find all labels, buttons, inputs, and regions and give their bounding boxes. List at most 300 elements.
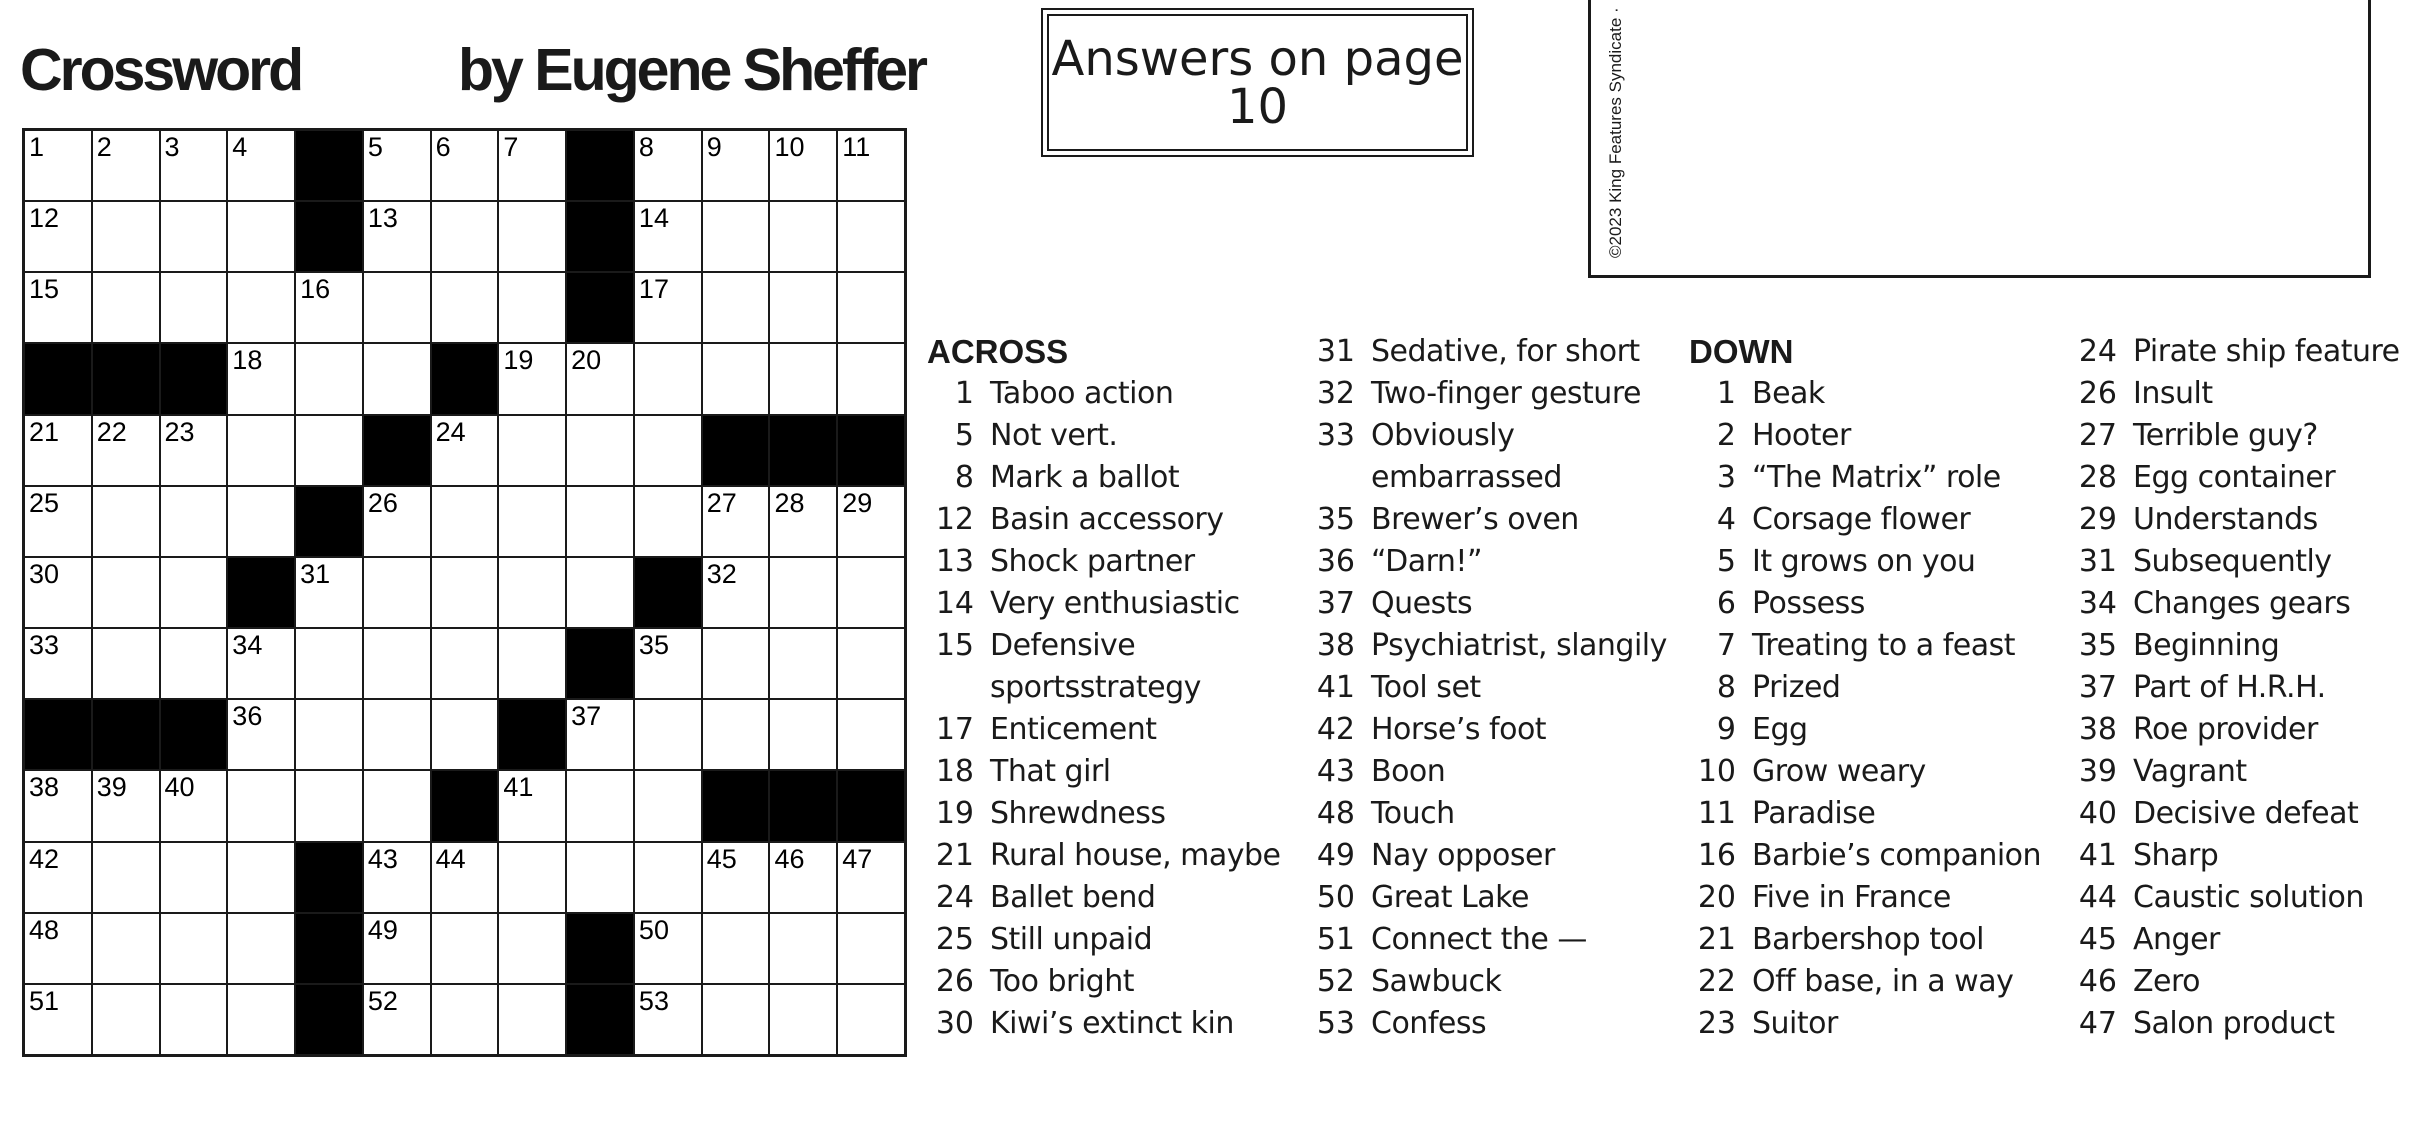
across-column-2	[1308, 331, 1688, 1045]
clue-number: 8	[1716, 670, 1736, 705]
grid-cell[interactable]	[432, 273, 498, 342]
grid-cell[interactable]	[499, 487, 565, 556]
grid-cell[interactable]	[432, 202, 498, 271]
clue-number: 31	[2078, 544, 2117, 579]
across-clue	[1308, 541, 1688, 583]
grid-cell[interactable]	[567, 843, 633, 912]
grid-cell[interactable]	[838, 487, 904, 556]
grid-cell[interactable]	[770, 202, 836, 271]
across-clue	[1308, 625, 1688, 667]
grid-cell[interactable]	[703, 985, 769, 1054]
grid-cell[interactable]	[635, 273, 701, 342]
grid-cell[interactable]	[703, 344, 769, 413]
grid-cell[interactable]	[432, 700, 498, 769]
clue-text: Possess	[1752, 586, 1865, 621]
down-clue	[2070, 541, 2429, 583]
down-clue	[1689, 961, 2069, 1003]
grid-cell[interactable]	[635, 344, 701, 413]
clue-text: Psychiatrist, slangily	[1371, 628, 1667, 663]
down-clue	[1689, 373, 2069, 415]
grid-cell[interactable]	[499, 416, 565, 485]
clue-number: 30	[935, 1006, 974, 1041]
grid-cell[interactable]	[364, 771, 430, 840]
grid-cell[interactable]	[25, 202, 91, 271]
down-clue	[1689, 877, 2069, 919]
grid-cell[interactable]	[838, 985, 904, 1054]
grid-cell[interactable]	[770, 629, 836, 698]
clue-number: 31	[1316, 334, 1355, 369]
clue-number: 15	[935, 628, 974, 663]
grid-cell[interactable]	[93, 629, 159, 698]
clue-text: Changes gears	[2133, 586, 2351, 621]
down-clue	[1689, 919, 2069, 961]
down-clue	[1689, 457, 2069, 499]
puzzle-byline: by Eugene Sheffer	[458, 37, 926, 103]
grid-cell[interactable]	[228, 985, 294, 1054]
grid-cell[interactable]	[25, 558, 91, 627]
grid-cell[interactable]	[228, 416, 294, 485]
grid-cell[interactable]	[93, 843, 159, 912]
down-clue	[1689, 793, 2069, 835]
grid-cell[interactable]	[93, 985, 159, 1054]
grid-cell[interactable]	[364, 344, 430, 413]
grid-cell-number: 1	[29, 132, 45, 162]
grid-cell[interactable]	[838, 914, 904, 983]
grid-cell[interactable]	[567, 558, 633, 627]
clue-number: 16	[1697, 838, 1736, 873]
grid-cell-number: 40	[164, 772, 195, 803]
grid-cell[interactable]	[635, 843, 701, 912]
grid-cell[interactable]	[161, 985, 227, 1054]
grid-cell[interactable]	[93, 558, 159, 627]
crossword-grid	[22, 128, 907, 1057]
grid-cell[interactable]	[25, 487, 91, 556]
grid-cell[interactable]	[770, 914, 836, 983]
grid-cell[interactable]	[161, 131, 227, 200]
grid-cell[interactable]	[838, 344, 904, 413]
clue-text: Defensive	[990, 628, 1136, 663]
down-clue	[1689, 415, 2069, 457]
clue-number: 14	[935, 586, 974, 621]
clue-number: 44	[2078, 880, 2117, 915]
clue-text: Understands	[2133, 502, 2318, 537]
grid-cell-number: 23	[164, 416, 195, 447]
grid-cell-number: 7	[503, 132, 519, 162]
grid-cell[interactable]	[228, 629, 294, 698]
grid-cell-number: 21	[29, 416, 60, 447]
grid-cell[interactable]	[296, 700, 362, 769]
across-heading: ACROSS	[927, 333, 1069, 370]
grid-cell[interactable]	[296, 629, 362, 698]
clue-text: That girl	[990, 754, 1111, 789]
across-clue	[927, 625, 1307, 667]
grid-cell[interactable]	[567, 487, 633, 556]
clue-text: “Darn!”	[1371, 544, 1482, 579]
grid-cell[interactable]	[25, 131, 91, 200]
clue-text: Beak	[1752, 376, 1825, 411]
across-clue	[1308, 877, 1688, 919]
clue-text: Paradise	[1752, 796, 1876, 831]
clue-number: 29	[2078, 502, 2117, 537]
grid-cell-black	[296, 202, 362, 271]
grid-cell[interactable]	[432, 914, 498, 983]
clue-text: Obviously	[1371, 418, 1515, 453]
across-clue	[1308, 667, 1688, 709]
across-clue	[927, 373, 1307, 415]
grid-cell[interactable]	[296, 416, 362, 485]
grid-cell[interactable]	[93, 416, 159, 485]
clue-number	[927, 667, 974, 709]
grid-cell[interactable]	[635, 629, 701, 698]
clue-text: Decisive defeat	[2133, 796, 2359, 831]
down-clue	[2070, 919, 2429, 961]
grid-cell-black	[296, 487, 362, 556]
across-clue	[1308, 373, 1688, 415]
grid-cell[interactable]	[838, 131, 904, 200]
grid-cell[interactable]	[93, 273, 159, 342]
grid-cell-number: 5	[367, 132, 383, 162]
clue-number: 25	[935, 922, 974, 957]
grid-cell[interactable]	[25, 771, 91, 840]
clue-number: 20	[1697, 880, 1736, 915]
grid-cell[interactable]	[703, 202, 769, 271]
grid-cell-black	[838, 416, 904, 485]
grid-cell[interactable]	[770, 843, 836, 912]
down-heading: DOWN	[1689, 333, 1794, 370]
grid-cell[interactable]	[432, 487, 498, 556]
grid-cell[interactable]	[161, 416, 227, 485]
clue-number: 26	[2078, 376, 2117, 411]
clue-number: 49	[1316, 838, 1355, 873]
clue-number: 48	[1316, 796, 1355, 831]
clue-number: 24	[935, 880, 974, 915]
grid-cell[interactable]	[770, 558, 836, 627]
grid-cell[interactable]	[499, 771, 565, 840]
clue-text: Quests	[1371, 586, 1473, 621]
clue-number: 28	[2078, 460, 2117, 495]
grid-cell[interactable]	[635, 416, 701, 485]
clue-number: 46	[2078, 964, 2117, 999]
grid-cell-number: 50	[638, 914, 669, 945]
down-clue	[1689, 499, 2069, 541]
grid-cell-number: 6	[435, 132, 451, 162]
grid-cell[interactable]	[161, 202, 227, 271]
grid-cell[interactable]	[25, 273, 91, 342]
grid-cell[interactable]	[838, 202, 904, 271]
grid-cell[interactable]	[161, 487, 227, 556]
grid-cell-number: 27	[706, 487, 737, 518]
across-clue	[1308, 709, 1688, 751]
clue-number: 32	[1316, 376, 1355, 411]
down-clue	[2070, 1003, 2429, 1045]
grid-cell[interactable]	[770, 131, 836, 200]
grid-cell[interactable]	[161, 558, 227, 627]
clue-text: Shock partner	[990, 544, 1195, 579]
grid-cell[interactable]	[703, 629, 769, 698]
grid-cell[interactable]	[770, 985, 836, 1054]
grid-cell-number: 25	[29, 487, 60, 518]
grid-cell[interactable]	[499, 273, 565, 342]
grid-cell[interactable]	[499, 985, 565, 1054]
clue-number: 40	[2078, 796, 2117, 831]
grid-cell-black	[567, 131, 633, 200]
across-clue	[927, 961, 1307, 1003]
grid-cell[interactable]	[364, 558, 430, 627]
clue-text: It grows on you	[1752, 544, 1976, 579]
clue-number: 17	[935, 712, 974, 747]
grid-cell[interactable]	[364, 202, 430, 271]
clue-number: 34	[2078, 586, 2117, 621]
grid-cell[interactable]	[838, 843, 904, 912]
clue-number: 5	[954, 418, 974, 453]
clue-text: Tool set	[1371, 670, 1481, 705]
grid-cell-number: 46	[774, 843, 805, 874]
grid-cell[interactable]	[432, 985, 498, 1054]
grid-cell-black	[567, 273, 633, 342]
grid-cell[interactable]	[228, 843, 294, 912]
grid-cell[interactable]	[635, 700, 701, 769]
clue-number: 38	[2078, 712, 2117, 747]
grid-cell[interactable]	[364, 985, 430, 1054]
across-clue	[1308, 793, 1688, 835]
clue-number: 1	[954, 376, 974, 411]
clue-text: Sharp	[2133, 838, 2219, 873]
grid-cell-black	[499, 700, 565, 769]
down-clue	[2070, 751, 2429, 793]
clue-number: 6	[1716, 586, 1736, 621]
grid-cell[interactable]	[228, 700, 294, 769]
grid-cell[interactable]	[364, 700, 430, 769]
clue-number: 39	[2078, 754, 2117, 789]
grid-cell-black	[770, 771, 836, 840]
grid-cell[interactable]	[296, 273, 362, 342]
grid-cell[interactable]	[838, 700, 904, 769]
grid-cell[interactable]	[25, 629, 91, 698]
clue-text: Five in France	[1752, 880, 1951, 915]
clue-number: 52	[1316, 964, 1355, 999]
grid-cell-number: 13	[367, 203, 398, 234]
clue-number: 21	[935, 838, 974, 873]
grid-cell[interactable]	[228, 914, 294, 983]
grid-cell[interactable]	[567, 771, 633, 840]
clue-text: Taboo action	[990, 376, 1174, 411]
grid-cell[interactable]	[228, 344, 294, 413]
clue-text: Vagrant	[2133, 754, 2247, 789]
grid-cell[interactable]	[432, 843, 498, 912]
grid-cell[interactable]	[228, 131, 294, 200]
grid-cell-number: 30	[29, 558, 60, 589]
clue-text: Nay opposer	[1371, 838, 1555, 873]
grid-cell[interactable]	[703, 273, 769, 342]
clue-number: 35	[2078, 628, 2117, 663]
grid-cell[interactable]	[228, 771, 294, 840]
clue-number: 35	[1316, 502, 1355, 537]
across-clue	[927, 835, 1307, 877]
grid-cell[interactable]	[499, 558, 565, 627]
clue-number: 41	[1316, 670, 1355, 705]
grid-cell[interactable]	[161, 273, 227, 342]
grid-cell[interactable]	[296, 771, 362, 840]
grid-cell[interactable]	[499, 131, 565, 200]
clue-number: 45	[2078, 922, 2117, 957]
grid-cell-number: 38	[29, 772, 60, 803]
grid-cell[interactable]	[364, 843, 430, 912]
grid-cell[interactable]	[838, 273, 904, 342]
grid-cell[interactable]	[161, 914, 227, 983]
grid-cell[interactable]	[703, 487, 769, 556]
clue-text: Enticement	[990, 712, 1157, 747]
grid-cell[interactable]	[838, 629, 904, 698]
grid-cell[interactable]	[770, 700, 836, 769]
grid-cell-black	[703, 771, 769, 840]
grid-cell[interactable]	[25, 914, 91, 983]
grid-cell[interactable]	[567, 416, 633, 485]
clue-text: Pirate ship feature	[2133, 334, 2400, 369]
clue-number: 37	[1316, 586, 1355, 621]
grid-cell[interactable]	[161, 629, 227, 698]
grid-cell[interactable]	[838, 558, 904, 627]
grid-cell[interactable]	[770, 344, 836, 413]
clue-text: Prized	[1752, 670, 1841, 705]
clue-number: 10	[1697, 754, 1736, 789]
grid-cell[interactable]	[499, 843, 565, 912]
across-column-1	[927, 331, 1307, 1045]
clue-number: 5	[1716, 544, 1736, 579]
grid-cell[interactable]	[499, 344, 565, 413]
down-clue	[1689, 751, 2069, 793]
clue-number: 18	[935, 754, 974, 789]
grid-cell[interactable]	[25, 985, 91, 1054]
grid-cell[interactable]	[432, 131, 498, 200]
clue-text: Two-finger gesture	[1371, 376, 1641, 411]
down-clue	[2070, 835, 2429, 877]
grid-cell-number: 48	[29, 914, 60, 945]
grid-cell[interactable]	[635, 985, 701, 1054]
grid-cell-black	[770, 416, 836, 485]
grid-cell[interactable]	[499, 629, 565, 698]
clue-number: 26	[935, 964, 974, 999]
grid-cell[interactable]	[93, 914, 159, 983]
grid-cell[interactable]	[567, 344, 633, 413]
across-clue	[1308, 331, 1688, 373]
down-clue	[1689, 835, 2069, 877]
grid-cell-number: 4	[232, 132, 248, 162]
down-clue	[1689, 541, 2069, 583]
grid-cell[interactable]	[296, 344, 362, 413]
grid-cell[interactable]	[93, 487, 159, 556]
grid-cell[interactable]	[635, 914, 701, 983]
clue-text: Still unpaid	[990, 922, 1153, 957]
clue-number: 37	[2078, 670, 2117, 705]
grid-cell[interactable]	[364, 273, 430, 342]
clue-text: Mark a ballot	[990, 460, 1180, 495]
grid-cell[interactable]	[93, 131, 159, 200]
grid-cell[interactable]	[703, 700, 769, 769]
clue-text: Caustic solution	[2133, 880, 2364, 915]
clue-text: Corsage flower	[1752, 502, 1971, 537]
clue-text: Treating to a feast	[1752, 628, 2015, 663]
grid-cell[interactable]	[432, 629, 498, 698]
down-clue	[2070, 331, 2429, 373]
grid-cell[interactable]	[635, 487, 701, 556]
grid-cell[interactable]	[567, 700, 633, 769]
grid-cell-number: 45	[706, 843, 737, 874]
grid-cell[interactable]	[93, 202, 159, 271]
grid-cell-number: 28	[774, 487, 805, 518]
clue-number: 53	[1316, 1006, 1355, 1041]
grid-cell[interactable]	[635, 131, 701, 200]
down-clue	[2070, 457, 2429, 499]
grid-cell[interactable]	[770, 487, 836, 556]
clue-text: Horse’s foot	[1371, 712, 1547, 747]
down-clue	[2070, 415, 2429, 457]
grid-cell[interactable]	[499, 914, 565, 983]
grid-cell[interactable]	[364, 914, 430, 983]
grid-cell-black	[567, 985, 633, 1054]
down-clue	[2070, 709, 2429, 751]
clue-number: 22	[1697, 964, 1736, 999]
grid-cell[interactable]	[635, 202, 701, 271]
grid-cell-number: 35	[638, 630, 669, 661]
grid-cell[interactable]	[770, 273, 836, 342]
clue-number: 27	[2078, 418, 2117, 453]
grid-cell[interactable]	[499, 202, 565, 271]
grid-cell[interactable]	[25, 843, 91, 912]
clue-number: 36	[1316, 544, 1355, 579]
down-clue	[2070, 667, 2429, 709]
grid-cell-black	[432, 344, 498, 413]
grid-cell[interactable]	[228, 487, 294, 556]
grid-cell[interactable]	[296, 558, 362, 627]
grid-cell-number: 47	[842, 843, 873, 874]
across-clue	[927, 751, 1307, 793]
grid-cell[interactable]	[364, 131, 430, 200]
grid-cell[interactable]	[703, 558, 769, 627]
grid-cell[interactable]	[703, 131, 769, 200]
clue-number: 43	[1316, 754, 1355, 789]
grid-cell[interactable]	[703, 914, 769, 983]
grid-cell[interactable]	[432, 558, 498, 627]
grid-cell-number: 11	[842, 132, 871, 162]
grid-cell-number: 16	[300, 274, 331, 305]
grid-cell[interactable]	[93, 771, 159, 840]
grid-cell[interactable]	[364, 629, 430, 698]
clue-number: 50	[1316, 880, 1355, 915]
down-clue	[1689, 709, 2069, 751]
grid-cell[interactable]	[228, 273, 294, 342]
clue-text: Boon	[1371, 754, 1446, 789]
clue-text: Too bright	[990, 964, 1135, 999]
grid-cell[interactable]	[364, 487, 430, 556]
grid-cell[interactable]	[228, 202, 294, 271]
grid-cell-black	[296, 914, 362, 983]
grid-cell[interactable]	[25, 416, 91, 485]
down-clue	[2070, 877, 2429, 919]
grid-cell[interactable]	[703, 843, 769, 912]
grid-cell-black	[567, 202, 633, 271]
grid-cell-number: 31	[300, 558, 331, 589]
grid-cell-number: 33	[29, 630, 60, 661]
grid-cell[interactable]	[635, 771, 701, 840]
grid-cell-number: 15	[29, 274, 60, 305]
grid-cell[interactable]	[161, 843, 227, 912]
grid-cell[interactable]	[432, 416, 498, 485]
grid-cell-number: 39	[96, 772, 127, 803]
grid-cell-black	[296, 131, 362, 200]
grid-cell[interactable]	[161, 771, 227, 840]
grid-cell-black	[432, 771, 498, 840]
down-clue	[2070, 373, 2429, 415]
